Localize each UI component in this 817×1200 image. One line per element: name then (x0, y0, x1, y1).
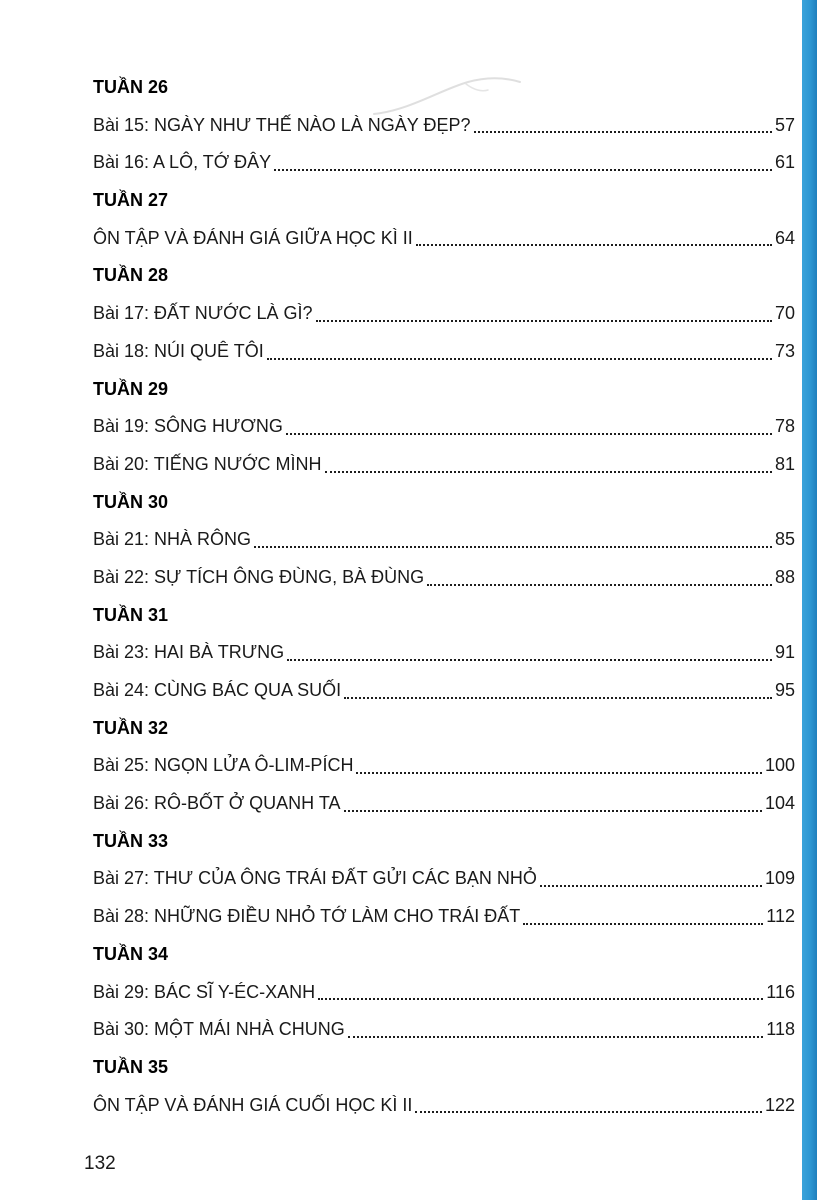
lesson-title: Bài 24: CÙNG BÁC QUA SUỐI (93, 680, 342, 700)
toc-week-heading (93, 371, 795, 409)
dot-leader (267, 333, 772, 371)
dot-leader (415, 1087, 762, 1125)
week-label: TUẦN 30 (93, 491, 169, 512)
toc-entry (93, 333, 795, 371)
toc-entry (93, 220, 795, 258)
dot-leader (286, 408, 772, 446)
page-edge-bar (802, 0, 817, 1200)
week-label: TUẦN 29 (93, 378, 169, 399)
toc-entry (93, 295, 795, 333)
toc-week-heading (93, 257, 795, 295)
page-ref: 61 (774, 152, 795, 173)
toc-week-heading (93, 182, 795, 220)
toc-week-heading (93, 936, 795, 974)
page-ref: 78 (774, 416, 795, 437)
toc-week-heading (93, 1049, 795, 1087)
dot-leader (254, 521, 772, 559)
lesson-title: Bài 15: NGÀY NHƯ THẾ NÀO LÀ NGÀY ĐẸP? (93, 114, 471, 135)
toc-entry (93, 672, 795, 710)
lesson-title: Bài 21: NHÀ RÔNG (93, 529, 252, 550)
week-label: TUẦN 35 (93, 1056, 169, 1077)
toc-week-heading (93, 69, 795, 107)
page-ref: 95 (774, 680, 795, 700)
dot-leader (325, 446, 772, 484)
page-number: 132 (84, 1153, 116, 1174)
page-ref: 116 (766, 981, 795, 1002)
dot-leader (523, 898, 763, 936)
lesson-title: Bài 23: HAI BÀ TRƯNG (93, 642, 285, 663)
page-ref: 73 (774, 340, 795, 361)
dot-leader (318, 974, 763, 1012)
week-label: TUẦN 33 (93, 830, 169, 851)
dot-leader (540, 860, 762, 898)
toc-entry (93, 144, 795, 182)
dot-leader (274, 144, 772, 182)
toc-entry (93, 747, 795, 785)
toc-entry (93, 898, 795, 936)
page-ref: 88 (774, 566, 795, 587)
week-label: TUẦN 31 (93, 604, 169, 625)
lesson-title: Bài 16: A LÔ, TỚ ĐÂY (93, 152, 272, 173)
toc-entry (93, 974, 795, 1012)
week-label: TUẦN 26 (93, 77, 169, 97)
page-ref: 100 (764, 755, 795, 776)
table-of-contents (93, 69, 795, 1124)
lesson-title: Bài 18: NÚI QUÊ TÔI (93, 340, 264, 361)
lesson-title: Bài 27: THƯ CỦA ÔNG TRÁI ĐẤT GỬI CÁC BẠN NHỎ (93, 868, 537, 889)
toc-entry (93, 785, 795, 823)
toc-week-heading (93, 597, 795, 635)
dot-leader (427, 559, 772, 597)
week-label: TUẦN 28 (93, 265, 169, 286)
toc-week-heading (93, 484, 795, 522)
dot-leader (416, 220, 772, 258)
lesson-title: ÔN TẬP VÀ ĐÁNH GIÁ GIỮA HỌC KÌ II (93, 227, 413, 248)
page-ref: 64 (774, 227, 795, 248)
lesson-title: Bài 25: NGỌN LỬA Ô-LIM-PÍCH (93, 755, 354, 776)
page-ref: 112 (766, 906, 795, 927)
page-ref: 57 (774, 114, 795, 135)
lesson-title: Bài 30: MỘT MÁI NHÀ CHUNG (93, 1019, 345, 1040)
toc-entry (93, 446, 795, 484)
toc-entry (93, 559, 795, 597)
toc-week-heading (93, 823, 795, 861)
dot-leader (344, 672, 772, 710)
page-ref: 91 (774, 642, 795, 663)
toc-week-heading (93, 710, 795, 748)
dot-leader (356, 747, 762, 785)
week-label: TUẦN 34 (93, 943, 169, 964)
dot-leader (344, 785, 762, 823)
toc-entry (93, 1087, 795, 1125)
lesson-title: Bài 17: ĐẤT NƯỚC LÀ GÌ? (93, 303, 313, 324)
toc-entry (93, 521, 795, 559)
dot-leader (348, 1011, 764, 1049)
page-ref: 122 (764, 1094, 795, 1115)
toc-entry (93, 107, 795, 145)
lesson-title: Bài 29: BÁC SĨ Y-ÉC-XANH (93, 981, 316, 1002)
dot-leader (474, 107, 772, 145)
page-ref: 81 (774, 453, 795, 474)
lesson-title: Bài 19: SÔNG HƯƠNG (93, 416, 283, 437)
page-ref: 109 (764, 868, 795, 889)
dot-leader (316, 295, 772, 333)
page-ref: 85 (774, 529, 795, 550)
toc-entry (93, 860, 795, 898)
dot-leader (287, 634, 772, 672)
page-ref: 118 (766, 1019, 795, 1040)
toc-entry (93, 634, 795, 672)
lesson-title: Bài 28: NHỮNG ĐIỀU NHỎ TỚ LÀM CHO TRÁI ĐẤT (93, 906, 521, 927)
page-ref: 70 (774, 303, 795, 324)
lesson-title: Bài 26: RÔ-BỐT Ở QUANH TA (93, 793, 341, 814)
page-ref: 104 (764, 793, 795, 814)
week-label: TUẦN 27 (93, 190, 169, 211)
lesson-title: ÔN TẬP VÀ ĐÁNH GIÁ CUỐI HỌC KÌ II (93, 1094, 413, 1115)
lesson-title: Bài 20: TIẾNG NƯỚC MÌNH (93, 453, 322, 474)
toc-entry (93, 1011, 795, 1049)
week-label: TUẦN 32 (93, 717, 169, 738)
toc-entry (93, 408, 795, 446)
lesson-title: Bài 22: SỰ TÍCH ÔNG ĐÙNG, BÀ ĐÙNG (93, 566, 425, 587)
